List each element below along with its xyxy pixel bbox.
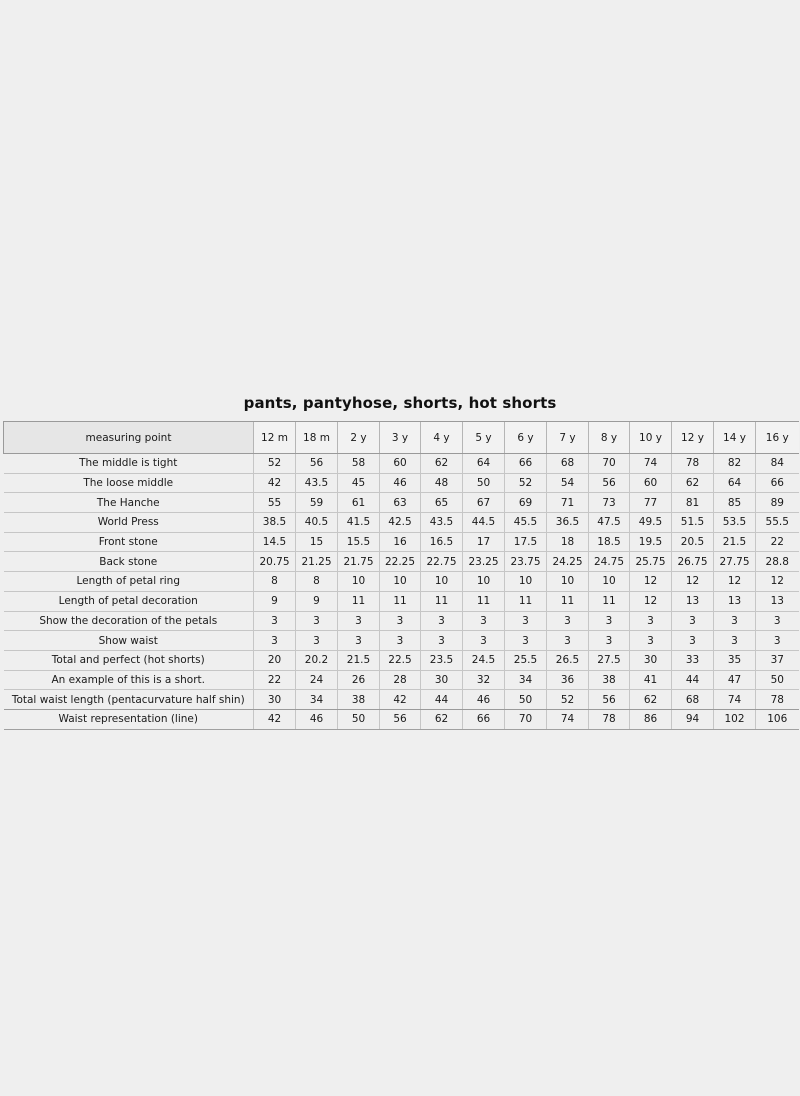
- table-row: [4, 493, 799, 513]
- measurement-value: 74: [547, 709, 589, 729]
- size-chart-table: [3, 421, 799, 730]
- measurement-value: 66: [756, 473, 799, 493]
- measurement-value: 35: [714, 650, 756, 670]
- measurement-value: 62: [630, 690, 672, 710]
- chart-title: pants, pantyhose, shorts, hot shorts: [243, 394, 557, 412]
- measurement-value: 63: [380, 493, 421, 513]
- measurement-value: 44: [672, 670, 714, 690]
- header-row: [4, 422, 799, 454]
- measurement-value: 67: [463, 493, 505, 513]
- table-row: [4, 591, 799, 611]
- measurement-value: 11: [505, 591, 547, 611]
- measurement-value: 22.25: [380, 552, 421, 572]
- table-row: [4, 572, 799, 592]
- measurement-value: 24: [296, 670, 338, 690]
- measurement-value: 34: [505, 670, 547, 690]
- measurement-value: 16.5: [421, 532, 463, 552]
- measurement-value: 64: [463, 454, 505, 474]
- measurement-value: 102: [714, 709, 756, 729]
- measurement-value: 49.5: [630, 513, 672, 533]
- measurement-value: 14.5: [254, 532, 296, 552]
- header-size: 14 y: [714, 422, 756, 454]
- measurement-value: 48: [421, 473, 463, 493]
- measurement-value: 26.5: [547, 650, 589, 670]
- measurement-label: World Press: [4, 513, 254, 533]
- measurement-value: 23.25: [463, 552, 505, 572]
- table-row: [4, 670, 799, 690]
- measurement-label: Show waist: [4, 631, 254, 651]
- measurement-value: 10: [380, 572, 421, 592]
- measurement-value: 20.5: [672, 532, 714, 552]
- measurement-value: 56: [296, 454, 338, 474]
- measurement-value: 26: [338, 670, 380, 690]
- measurement-value: 22: [756, 532, 799, 552]
- measurement-value: 3: [254, 611, 296, 631]
- measurement-value: 21.25: [296, 552, 338, 572]
- measurement-label: Length of petal decoration: [4, 591, 254, 611]
- measurement-value: 34: [296, 690, 338, 710]
- measurement-value: 11: [463, 591, 505, 611]
- measurement-value: 56: [589, 473, 630, 493]
- table-row: [4, 552, 799, 572]
- measurement-value: 46: [296, 709, 338, 729]
- measurement-value: 94: [672, 709, 714, 729]
- measurement-value: 59: [296, 493, 338, 513]
- measurement-value: 89: [756, 493, 799, 513]
- measurement-value: 42.5: [380, 513, 421, 533]
- header-size: 10 y: [630, 422, 672, 454]
- table-row: [4, 690, 799, 710]
- measurement-value: 3: [254, 631, 296, 651]
- header-size: 8 y: [589, 422, 630, 454]
- measurement-value: 60: [380, 454, 421, 474]
- measurement-value: 62: [421, 709, 463, 729]
- measurement-value: 47.5: [589, 513, 630, 533]
- table-body: [4, 454, 799, 730]
- measurement-value: 52: [254, 454, 296, 474]
- measurement-value: 11: [338, 591, 380, 611]
- measurement-value: 38.5: [254, 513, 296, 533]
- measurement-label: Front stone: [4, 532, 254, 552]
- measurement-value: 3: [421, 611, 463, 631]
- measurement-value: 12: [756, 572, 799, 592]
- measurement-value: 3: [672, 611, 714, 631]
- measurement-value: 28.8: [756, 552, 799, 572]
- measurement-value: 32: [463, 670, 505, 690]
- measurement-value: 42: [380, 690, 421, 710]
- measurement-value: 15: [296, 532, 338, 552]
- measurement-value: 45.5: [505, 513, 547, 533]
- measurement-value: 50: [505, 690, 547, 710]
- table-row: [4, 473, 799, 493]
- header-size: 6 y: [505, 422, 547, 454]
- measurement-value: 9: [254, 591, 296, 611]
- measurement-value: 37: [756, 650, 799, 670]
- table-row: [4, 454, 799, 474]
- measurement-value: 13: [714, 591, 756, 611]
- header-size: 7 y: [547, 422, 589, 454]
- measurement-value: 8: [296, 572, 338, 592]
- measurement-value: 78: [756, 690, 799, 710]
- measurement-value: 52: [547, 690, 589, 710]
- measurement-value: 3: [756, 631, 799, 651]
- measurement-value: 12: [630, 572, 672, 592]
- measurement-value: 23.75: [505, 552, 547, 572]
- measurement-value: 44.5: [463, 513, 505, 533]
- header-size: 18 m: [296, 422, 338, 454]
- measurement-value: 3: [380, 611, 421, 631]
- measurement-value: 12: [630, 591, 672, 611]
- measurement-value: 42: [254, 709, 296, 729]
- measurement-value: 10: [421, 572, 463, 592]
- table-row: [4, 650, 799, 670]
- measurement-value: 68: [672, 690, 714, 710]
- measurement-value: 16: [380, 532, 421, 552]
- measurement-value: 53.5: [714, 513, 756, 533]
- header-size: 16 y: [756, 422, 799, 454]
- measurement-value: 19.5: [630, 532, 672, 552]
- measurement-value: 70: [505, 709, 547, 729]
- measurement-value: 43.5: [421, 513, 463, 533]
- measurement-value: 54: [547, 473, 589, 493]
- header-measuring-point: measuring point: [4, 422, 254, 454]
- measurement-value: 40.5: [296, 513, 338, 533]
- measurement-label: Waist representation (line): [4, 709, 254, 729]
- header-size: 12 m: [254, 422, 296, 454]
- measurement-value: 82: [714, 454, 756, 474]
- table-row: [4, 631, 799, 651]
- measurement-label: Total waist length (pentacurvature half shin): [4, 690, 254, 710]
- header-size: 12 y: [672, 422, 714, 454]
- measurement-value: 3: [463, 611, 505, 631]
- measurement-value: 10: [589, 572, 630, 592]
- measurement-label: The Hanche: [4, 493, 254, 513]
- measurement-value: 3: [547, 611, 589, 631]
- measurement-value: 28: [380, 670, 421, 690]
- measurement-value: 33: [672, 650, 714, 670]
- measurement-value: 25.5: [505, 650, 547, 670]
- measurement-value: 22.5: [380, 650, 421, 670]
- measurement-value: 64: [714, 473, 756, 493]
- measurement-value: 60: [630, 473, 672, 493]
- measurement-value: 50: [756, 670, 799, 690]
- measurement-value: 73: [589, 493, 630, 513]
- measurement-value: 46: [463, 690, 505, 710]
- measurement-value: 8: [254, 572, 296, 592]
- measurement-value: 12: [714, 572, 756, 592]
- measurement-value: 24.25: [547, 552, 589, 572]
- measurement-value: 30: [421, 670, 463, 690]
- measurement-value: 3: [505, 611, 547, 631]
- measurement-value: 66: [505, 454, 547, 474]
- measurement-label: Total and perfect (hot shorts): [4, 650, 254, 670]
- measurement-value: 62: [672, 473, 714, 493]
- measurement-value: 3: [296, 631, 338, 651]
- measurement-value: 52: [505, 473, 547, 493]
- measurement-value: 3: [463, 631, 505, 651]
- measurement-value: 45: [338, 473, 380, 493]
- measurement-value: 25.75: [630, 552, 672, 572]
- measurement-value: 10: [338, 572, 380, 592]
- measurement-value: 3: [672, 631, 714, 651]
- measurement-value: 68: [547, 454, 589, 474]
- measurement-value: 38: [589, 670, 630, 690]
- measurement-value: 78: [589, 709, 630, 729]
- measurement-label: An example of this is a short.: [4, 670, 254, 690]
- measurement-value: 56: [589, 690, 630, 710]
- measurement-value: 30: [254, 690, 296, 710]
- measurement-value: 42: [254, 473, 296, 493]
- measurement-value: 51.5: [672, 513, 714, 533]
- measurement-value: 55: [254, 493, 296, 513]
- measurement-value: 106: [756, 709, 799, 729]
- measurement-value: 36.5: [547, 513, 589, 533]
- measurement-value: 86: [630, 709, 672, 729]
- measurement-value: 23.5: [421, 650, 463, 670]
- measurement-value: 85: [714, 493, 756, 513]
- measurement-value: 13: [672, 591, 714, 611]
- header-size: 5 y: [463, 422, 505, 454]
- measurement-value: 58: [338, 454, 380, 474]
- measurement-value: 18.5: [589, 532, 630, 552]
- measurement-value: 3: [380, 631, 421, 651]
- measurement-value: 20.2: [296, 650, 338, 670]
- measurement-value: 55.5: [756, 513, 799, 533]
- measurement-value: 3: [589, 631, 630, 651]
- measurement-value: 3: [630, 631, 672, 651]
- measurement-value: 24.75: [589, 552, 630, 572]
- measurement-value: 47: [714, 670, 756, 690]
- measurement-value: 26.75: [672, 552, 714, 572]
- measurement-value: 13: [756, 591, 799, 611]
- measurement-value: 24.5: [463, 650, 505, 670]
- table-row: [4, 532, 799, 552]
- measurement-value: 30: [630, 650, 672, 670]
- measurement-value: 15.5: [338, 532, 380, 552]
- measurement-value: 3: [338, 611, 380, 631]
- measurement-value: 20: [254, 650, 296, 670]
- measurement-label: The loose middle: [4, 473, 254, 493]
- measurement-value: 12: [672, 572, 714, 592]
- measurement-value: 84: [756, 454, 799, 474]
- measurement-value: 27.5: [589, 650, 630, 670]
- measurement-value: 62: [421, 454, 463, 474]
- measurement-value: 3: [756, 611, 799, 631]
- measurement-value: 36: [547, 670, 589, 690]
- measurement-value: 3: [589, 611, 630, 631]
- measurement-value: 11: [421, 591, 463, 611]
- header-size: 4 y: [421, 422, 463, 454]
- measurement-value: 3: [714, 631, 756, 651]
- measurement-value: 11: [589, 591, 630, 611]
- table-row: [4, 513, 799, 533]
- measurement-value: 22: [254, 670, 296, 690]
- table-row: [4, 611, 799, 631]
- measurement-value: 41: [630, 670, 672, 690]
- measurement-value: 41.5: [338, 513, 380, 533]
- measurement-label: Length of petal ring: [4, 572, 254, 592]
- measurement-value: 56: [380, 709, 421, 729]
- measurement-value: 74: [714, 690, 756, 710]
- measurement-value: 10: [463, 572, 505, 592]
- measurement-value: 69: [505, 493, 547, 513]
- measurement-value: 27.75: [714, 552, 756, 572]
- measurement-value: 21.5: [714, 532, 756, 552]
- measurement-label: Back stone: [4, 552, 254, 572]
- header-size: 3 y: [380, 422, 421, 454]
- table-row: [4, 709, 799, 729]
- measurement-value: 11: [547, 591, 589, 611]
- measurement-value: 38: [338, 690, 380, 710]
- measurement-value: 11: [380, 591, 421, 611]
- measurement-value: 3: [338, 631, 380, 651]
- measurement-value: 61: [338, 493, 380, 513]
- measurement-value: 43.5: [296, 473, 338, 493]
- measurement-value: 65: [421, 493, 463, 513]
- measurement-value: 22.75: [421, 552, 463, 572]
- measurement-value: 3: [630, 611, 672, 631]
- measurement-value: 74: [630, 454, 672, 474]
- measurement-value: 9: [296, 591, 338, 611]
- measurement-value: 77: [630, 493, 672, 513]
- measurement-value: 10: [547, 572, 589, 592]
- measurement-label: The middle is tight: [4, 454, 254, 474]
- measurement-value: 71: [547, 493, 589, 513]
- measurement-value: 10: [505, 572, 547, 592]
- measurement-value: 70: [589, 454, 630, 474]
- measurement-value: 46: [380, 473, 421, 493]
- measurement-value: 3: [421, 631, 463, 651]
- measurement-value: 17: [463, 532, 505, 552]
- measurement-value: 21.75: [338, 552, 380, 572]
- measurement-value: 3: [714, 611, 756, 631]
- measurement-value: 44: [421, 690, 463, 710]
- header-size: 2 y: [338, 422, 380, 454]
- measurement-value: 66: [463, 709, 505, 729]
- measurement-value: 17.5: [505, 532, 547, 552]
- measurement-value: 50: [338, 709, 380, 729]
- measurement-value: 50: [463, 473, 505, 493]
- measurement-value: 3: [505, 631, 547, 651]
- measurement-value: 78: [672, 454, 714, 474]
- measurement-value: 3: [547, 631, 589, 651]
- measurement-value: 81: [672, 493, 714, 513]
- measurement-label: Show the decoration of the petals: [4, 611, 254, 631]
- measurement-value: 20.75: [254, 552, 296, 572]
- measurement-value: 18: [547, 532, 589, 552]
- measurement-value: 21.5: [338, 650, 380, 670]
- measurement-value: 3: [296, 611, 338, 631]
